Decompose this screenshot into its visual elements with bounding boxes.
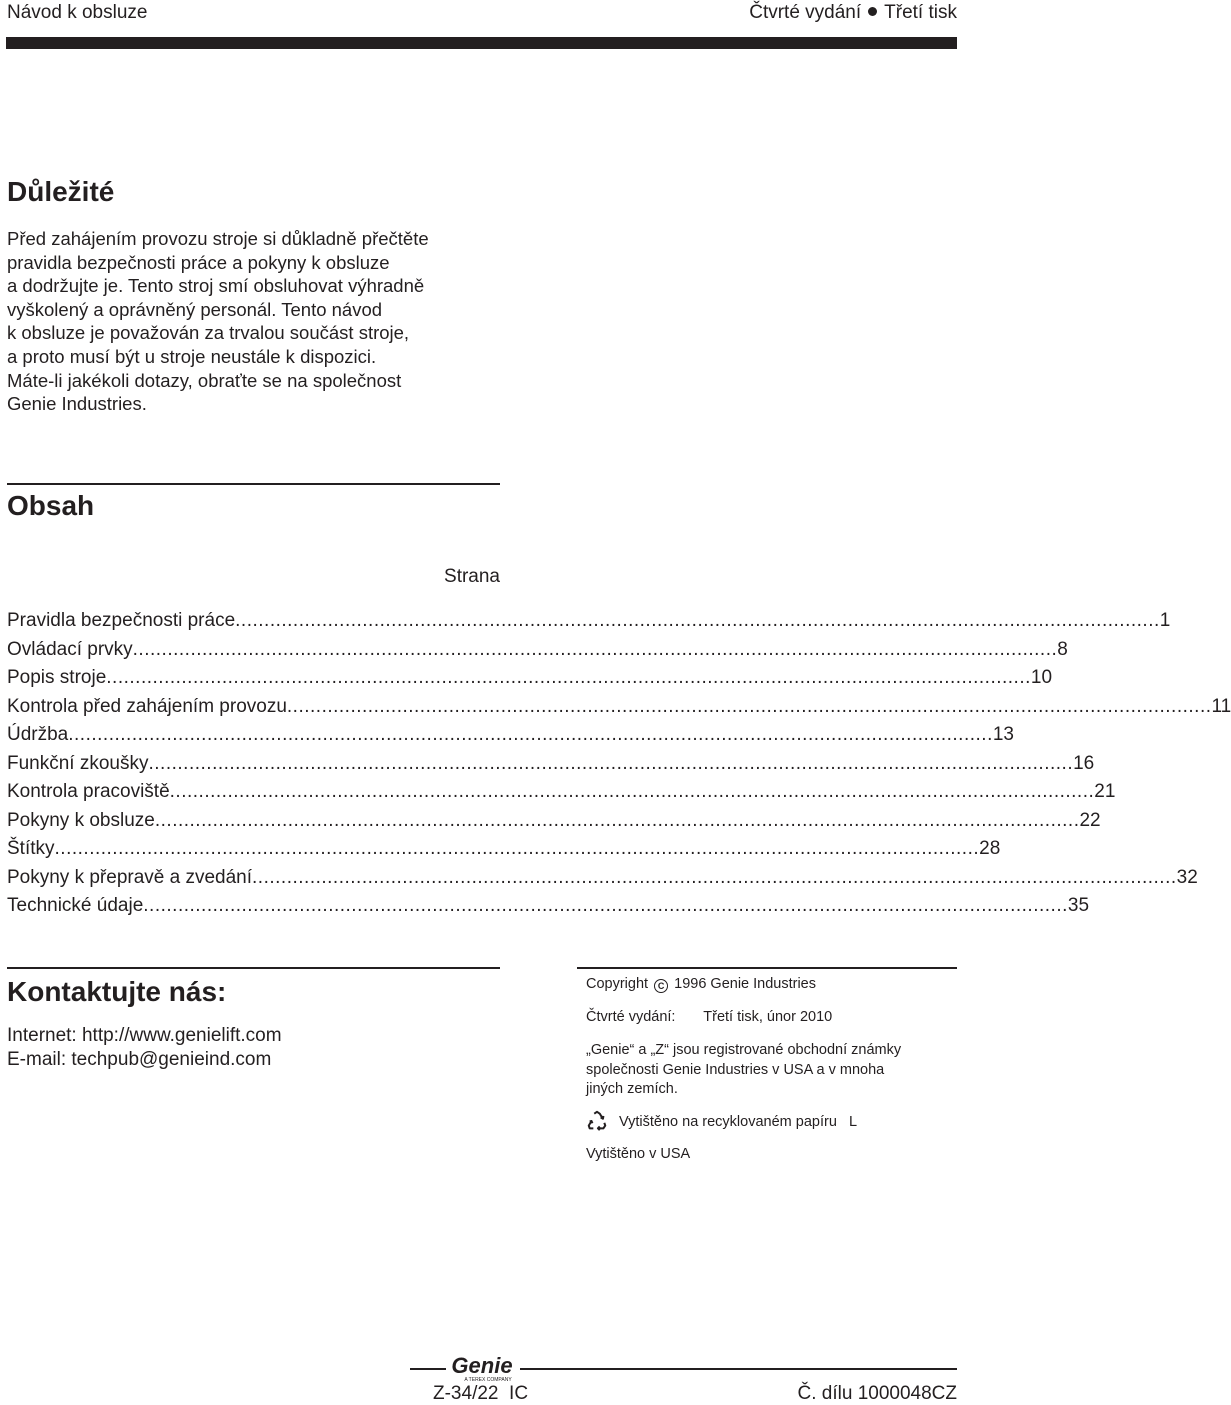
toc-entry[interactable]: [7, 778, 500, 807]
toc-entry-name: Údržba: [7, 721, 68, 750]
toc-entry[interactable]: [7, 892, 500, 921]
footer-rule-right: [520, 1368, 957, 1370]
print-label: Třetí tisk: [884, 2, 957, 23]
toc-entry-name: Kontrola pracoviště: [7, 778, 170, 807]
toc-entry-page: 32: [1177, 864, 1198, 893]
toc-entry[interactable]: [7, 607, 500, 636]
recycle-icon: [586, 1110, 608, 1132]
edition-line-label: Čtvrté vydání:: [586, 1009, 675, 1025]
logo-tagline: A TEREX COMPANY: [464, 1377, 512, 1383]
contact-rule: [7, 967, 500, 969]
toc-entry-name: Pokyny k obsluze: [7, 807, 155, 836]
toc-entry-page: 11: [1212, 693, 1231, 722]
trademark-line: „Genie“ a „Z“ jsou registrované obchodní známky: [586, 1041, 901, 1061]
toc-entry[interactable]: [7, 721, 500, 750]
toc-leader: ................................................................................................................................................................: [55, 835, 980, 864]
toc-entry-name: Ovládací prvky: [7, 636, 133, 665]
toc-entry-page: 8: [1057, 636, 1068, 665]
toc-leader: ................................................................................................................................................................: [155, 807, 1080, 836]
logo-wordmark: Genie: [451, 1353, 512, 1378]
edition-label: Čtvrté vydání: [749, 2, 861, 23]
document-title: Návod k obsluze: [7, 2, 147, 24]
model-number: Z-34/22 IC: [433, 1383, 528, 1405]
toc-entry-name: Štítky: [7, 835, 55, 864]
copyright-line: [586, 975, 816, 995]
trademark-notice: [586, 1041, 901, 1100]
toc-leader: ................................................................................................................................................................: [143, 892, 1068, 921]
important-line: Máte-li jakékoli dotazy, obraťte se na společnost: [7, 369, 507, 393]
toc-rule: [7, 483, 500, 485]
toc-entry-name: Kontrola před zahájením provozu: [7, 693, 287, 722]
toc-leader: ................................................................................................................................................................: [106, 664, 1031, 693]
toc-entry-name: Pokyny k přepravě a zvedání: [7, 864, 252, 893]
internet-link[interactable]: Internet: http://www.genielift.com: [7, 1025, 282, 1047]
copyright-prefix: Copyright: [586, 976, 648, 992]
important-line: vyškolený a oprávněný personál. Tento návod: [7, 298, 507, 322]
bullet-icon: [868, 7, 877, 16]
toc-entry[interactable]: [7, 835, 500, 864]
toc-entry-page: 21: [1094, 778, 1115, 807]
toc-entry-page: 13: [993, 721, 1014, 750]
important-line: k obsluze je považován za trvalou součást stroje,: [7, 321, 507, 345]
toc-entry[interactable]: [7, 807, 500, 836]
part-number: Č. dílu 1000048CZ: [798, 1383, 958, 1405]
toc-leader: ................................................................................................................................................................: [133, 636, 1058, 665]
toc-entry-page: 16: [1073, 750, 1094, 779]
contact-heading: Kontaktujte nás:: [7, 976, 226, 1008]
trademark-line: společnosti Genie Industries v USA a v mnoha: [586, 1061, 901, 1081]
trademark-line: jiných zemích.: [586, 1080, 901, 1100]
important-line: Genie Industries.: [7, 392, 507, 416]
important-line: a dodržujte je. Tento stroj smí obsluhovat výhradně: [7, 274, 507, 298]
copyright-rule: [577, 967, 957, 969]
toc-entry-name: Pravidla bezpečnosti práce: [7, 607, 235, 636]
toc-leader: ................................................................................................................................................................: [170, 778, 1095, 807]
edition-line: [586, 1008, 832, 1028]
important-line: a proto musí být u stroje neustále k dispozici.: [7, 345, 507, 369]
toc-entry[interactable]: [7, 693, 500, 722]
toc-leader: ................................................................................................................................................................: [235, 607, 1160, 636]
footer-rule-left: [410, 1368, 446, 1370]
edition-line-value: Třetí tisk, únor 2010: [703, 1009, 832, 1025]
toc-entry-name: Popis stroje: [7, 664, 106, 693]
toc-entry-page: 28: [979, 835, 1000, 864]
important-line: Před zahájením provozu stroje si důkladně přečtěte: [7, 227, 507, 251]
toc-leader: ................................................................................................................................................................: [287, 693, 1212, 722]
toc-entry-page: 35: [1068, 892, 1089, 921]
toc-entry[interactable]: [7, 750, 500, 779]
important-paragraph: [7, 227, 507, 416]
header-bar: [6, 37, 957, 49]
copyright-suffix: 1996 Genie Industries: [674, 976, 816, 992]
recycled-paper-line: [619, 1113, 857, 1133]
important-line: pravidla bezpečnosti práce a pokyny k obsluze: [7, 251, 507, 275]
toc-entry-name: Technické údaje: [7, 892, 143, 921]
toc-entry-page: 1: [1160, 607, 1171, 636]
genie-logo: [446, 1353, 518, 1383]
toc-leader: ................................................................................................................................................................: [68, 721, 993, 750]
toc-entry[interactable]: [7, 864, 500, 893]
printed-in: Vytištěno v USA: [586, 1145, 690, 1165]
edition-info: [749, 2, 957, 24]
toc-leader: ................................................................................................................................................................: [252, 864, 1177, 893]
toc-page-column-header: Strana: [444, 566, 500, 588]
toc-heading: Obsah: [7, 490, 94, 522]
recycled-paper-mark: L: [849, 1114, 857, 1130]
toc-entry[interactable]: [7, 664, 500, 693]
copyright-icon: C: [654, 979, 668, 993]
toc-leader: ................................................................................................................................................................: [149, 750, 1074, 779]
toc-entry-name: Funkční zkoušky: [7, 750, 149, 779]
toc-entry-page: 10: [1031, 664, 1052, 693]
important-heading: Důležité: [7, 176, 114, 208]
toc-entry-page: 22: [1079, 807, 1100, 836]
toc-entry[interactable]: [7, 636, 500, 665]
email-link[interactable]: E-mail: techpub@genieind.com: [7, 1049, 271, 1071]
toc-list: [7, 607, 500, 921]
recycled-paper-text: Vytištěno na recyklovaném papíru: [619, 1114, 837, 1130]
